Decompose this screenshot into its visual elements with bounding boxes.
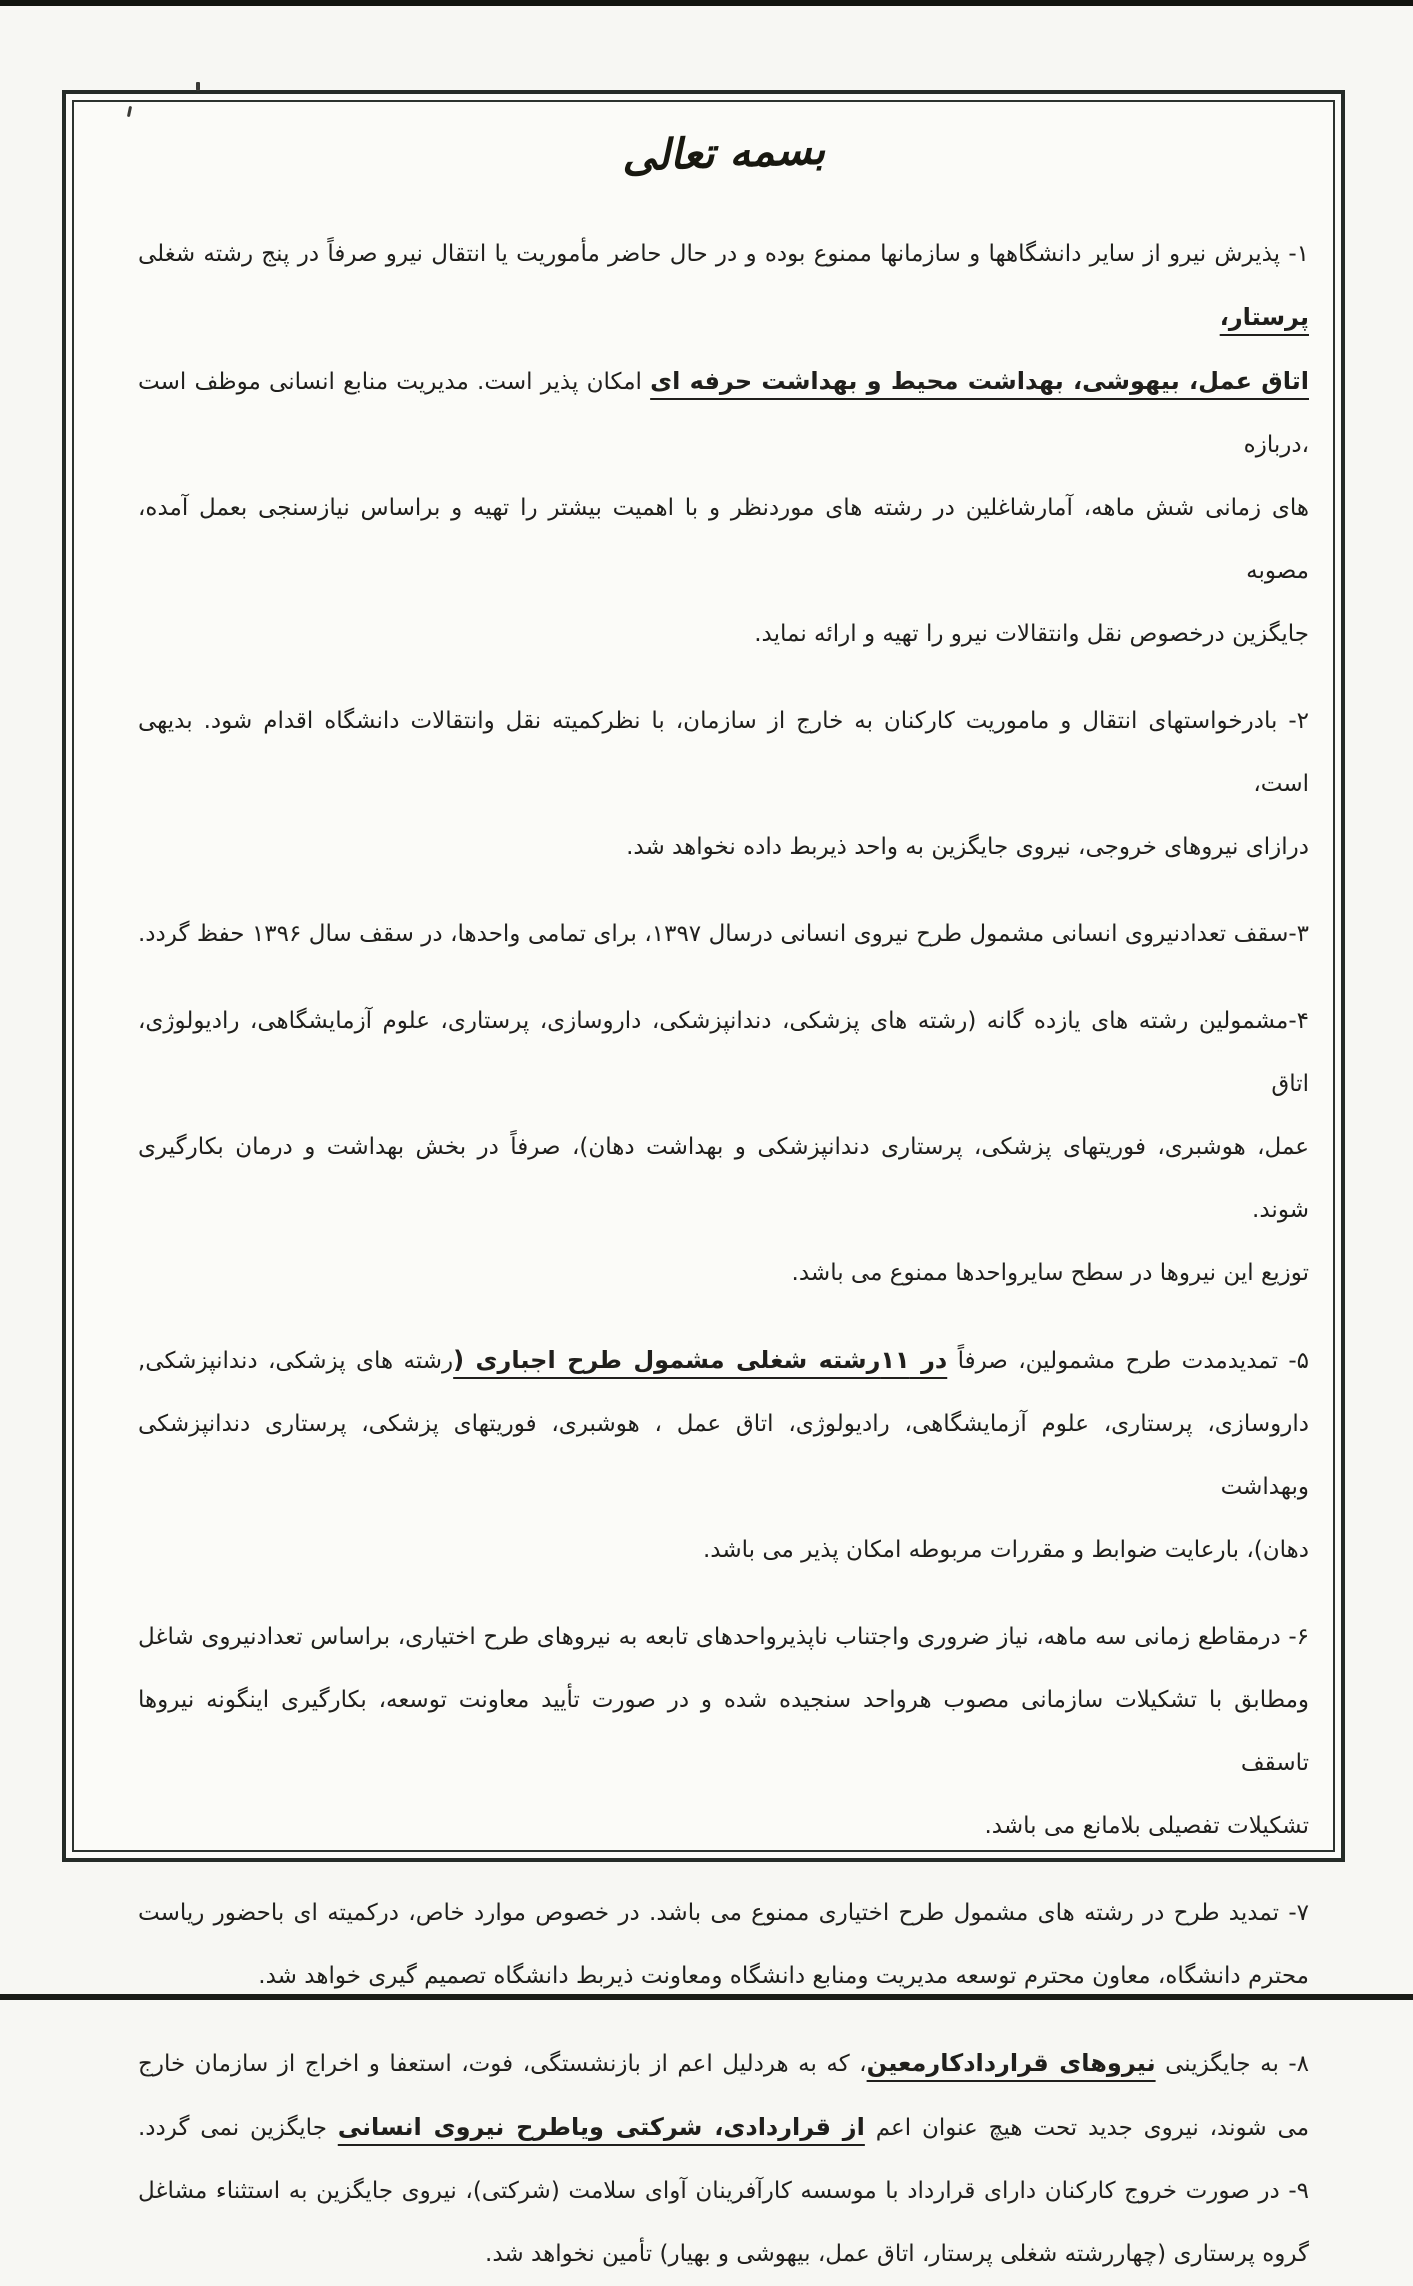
basmala-calligraphy: بسمه تعالی bbox=[621, 124, 826, 181]
text-line bbox=[138, 1795, 1309, 1858]
body-text: ۸- به جایگزینی bbox=[1155, 2051, 1309, 2077]
text-line bbox=[138, 1393, 1309, 1519]
text-line bbox=[138, 350, 1309, 477]
emphasized-underlined-text: پرستار، bbox=[1219, 303, 1309, 331]
text-line bbox=[138, 1519, 1309, 1582]
paragraph-4 bbox=[138, 990, 1309, 1305]
paragraph-7 bbox=[138, 1882, 1309, 2008]
scan-edge-bottom bbox=[0, 1994, 1413, 2000]
body-text: گروه پرستاری (چهاررشته شغلی پرستار، اتاق عمل، بیهوشی و بهیار) تأمین نخواهد شد. bbox=[485, 2241, 1309, 2267]
text-line bbox=[138, 690, 1309, 816]
body-text: درازای نیروهای خروجی، نیروی جایگزین به واحد ذیربط داده نخواهد شد. bbox=[626, 834, 1309, 860]
paragraph-3 bbox=[138, 903, 1309, 966]
text-line bbox=[138, 1329, 1309, 1393]
body-text: داروسازی، پرستاری، علوم آزمایشگاهی، رادیولوژی، اتاق عمل ، هوشبری، فوریتهای پزشکی، پرستاری دندانپزشکی وبهداشت bbox=[138, 1411, 1309, 1500]
text-line bbox=[138, 1116, 1309, 1242]
text-line bbox=[138, 2160, 1309, 2223]
document-body bbox=[138, 223, 1309, 2286]
paragraph-2 bbox=[138, 690, 1309, 879]
body-text: تشکیلات تفصیلی بلامانع می باشد. bbox=[984, 1813, 1309, 1839]
text-line bbox=[138, 2032, 1309, 2096]
paragraph-9 bbox=[138, 2160, 1309, 2286]
text-line bbox=[138, 1882, 1309, 1945]
paragraph-6 bbox=[138, 1606, 1309, 1858]
body-text: عمل، هوشبری، فوریتهای پزشکی، پرستاری دندانپزشکی و بهداشت دهان)، صرفاً در بخش بهداشت و درمان بکارگیری شوند. bbox=[138, 1134, 1309, 1223]
scan-mark bbox=[196, 82, 200, 91]
paragraph-1 bbox=[138, 223, 1309, 666]
paragraph-5 bbox=[138, 1329, 1309, 1582]
body-text: ۴-مشمولین رشته های یازده گانه (رشته های پزشکی، دندانپزشکی، داروسازی، پرستاری، علوم آزمایشگاهی، رادیولوژی، اتاق bbox=[138, 1008, 1309, 1097]
body-text: ومطابق با تشکیلات سازمانی مصوب هرواحد سنجیده شده و در صورت تأیید معاونت توسعه، بکارگیری اینگونه نیروها تاسقف bbox=[138, 1687, 1309, 1776]
body-text: ۹- در صورت خروج کارکنان دارای قرارداد با موسسه کارآفرینان آوای سلامت (شرکتی)، نیروی جایگزین به استثناء مشاغل bbox=[138, 2178, 1309, 2204]
body-text: ۵- تمدیدمدت طرح مشمولین، صرفاً bbox=[947, 1348, 1309, 1374]
scan-edge-top bbox=[0, 0, 1413, 6]
emphasized-underlined-text: اتاق عمل، بیهوشی، بهداشت محیط و بهداشت حرفه ای bbox=[650, 367, 1309, 395]
body-text: توزیع این نیروها در سطح سایرواحدها ممنوع می باشد. bbox=[791, 1260, 1309, 1286]
body-text: ۷- تمدید طرح در رشته های مشمول طرح اختیاری ممنوع می باشد. در خصوص موارد خاص، درکمیته ای باحضور ریاست bbox=[138, 1900, 1309, 1926]
text-line bbox=[138, 603, 1309, 666]
text-line bbox=[138, 1606, 1309, 1669]
body-text: ، که به هردلیل اعم از بازنشستگی، فوت، استعفا و اخراج از سازمان خارج bbox=[138, 2051, 867, 2077]
text-line bbox=[138, 477, 1309, 603]
body-text: رشته های پزشکی، دندانپزشکی, bbox=[138, 1348, 454, 1374]
text-line bbox=[138, 1242, 1309, 1305]
body-text: ۲- بادرخواستهای انتقال و ماموریت کارکنان به خارج از سازمان، با نظرکمیته نقل وانتقالات دانشگاه اقدام شود. بدیهی است، bbox=[138, 708, 1309, 797]
body-text: های زمانی شش ماهه، آمارشاغلین در رشته های موردنظر و با اهمیت بیشتر را تهیه و براساس نیازسنجی بعمل آمده، مصوبه bbox=[138, 495, 1309, 584]
body-text: ۱- پذیرش نیرو از سایر دانشگاهها و سازمانها ممنوع بوده و در حال حاضر مأموریت یا انتقال نیرو صرفاً در پنج رشته شغلی bbox=[138, 241, 1309, 267]
document-frame bbox=[62, 90, 1345, 2267]
emphasized-underlined-text: در ۱۱رشته شغلی مشمول طرح اجباری ( bbox=[453, 1346, 948, 1374]
text-line bbox=[138, 223, 1309, 350]
text-line bbox=[138, 2096, 1309, 2160]
text-line bbox=[138, 1669, 1309, 1795]
emphasized-underlined-text: از قراردادی، شرکتی ویاطرح نیروی انسانی bbox=[337, 2113, 865, 2141]
body-text: امکان پذیر است. مدیریت منابع انسانی موظف است ،دربازه bbox=[138, 369, 1309, 458]
body-text: محترم دانشگاه، معاون محترم توسعه مدیریت ومنابع دانشگاه ومعاونت ذیربط دانشگاه تصمیم گیری خواهد شد. bbox=[258, 1963, 1309, 1989]
body-text: دهان)، بارعایت ضوابط و مقررات مربوطه امکان پذیر می باشد. bbox=[703, 1537, 1309, 1563]
body-text: می شوند، نیروی جدید تحت هیچ عنوان اعم bbox=[864, 2115, 1310, 2141]
text-line bbox=[138, 903, 1309, 966]
body-text: ۶- درمقاطع زمانی سه ماهه، نیاز ضروری واجتناب ناپذیرواحدهای تابعه به نیروهای طرح اختیاری، براساس تعدادنیروی شاغل bbox=[138, 1624, 1309, 1650]
body-text: ۳-سقف تعدادنیروی انسانی مشمول طرح نیروی انسانی درسال ۱۳۹۷، برای تمامی واحدها، در سقف سال ۱۳۹۶ حفظ گردد. bbox=[138, 921, 1309, 947]
emphasized-underlined-text: نیروهای قراردادکارمعین bbox=[866, 2049, 1156, 2077]
text-line bbox=[138, 2223, 1309, 2286]
text-line bbox=[138, 816, 1309, 879]
body-text: جایگزین درخصوص نقل وانتقالات نیرو را تهیه و ارائه نماید. bbox=[754, 621, 1309, 647]
text-line bbox=[138, 990, 1309, 1116]
paragraph-8 bbox=[138, 2032, 1309, 2160]
document-frame-inner bbox=[72, 100, 1335, 2267]
body-text: جایگزین نمی گردد. bbox=[138, 2115, 338, 2141]
